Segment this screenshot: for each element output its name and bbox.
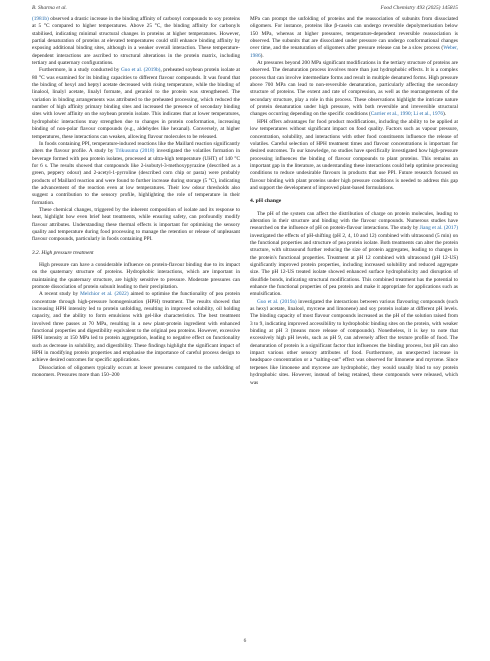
paragraph: MPa can prompt the unfolding of proteins and the reassociation of subunits from dissociated oligomers. For instance, proteins like β-casein can undergo reversible depolymerisation below 150 MPa, whereas at higher pressures, temperature-dependent reversible reassociation is observed. The subunits that are dissociated under pressure can undergo conformational changes over time, and the renaturation of oligomers after pressure release can be a slow process (Weber, 1986). xyxy=(250,16,458,59)
citation-link[interactable]: Weber, 1986 xyxy=(250,45,458,59)
paragraph: Furthermore, in a study conducted by Guo et al. (2019b), preheated soybean protein isolate at 80 °C was examined for its binding capacities to different flavour compounds. It was found that the binding of hexyl and heptyl acetate decreased with rising temperature, while the binding of linalool, linalyl acetate, linalyl formate, and geraniol to the protein was strengthened. The variation in binding arrangements was attributed to the preheated processing, which reduced the number of high affinity primary binding sites and increased the presence of secondary binding sites with lower affinity on the soybean protein isolate. This indicates that at lower temperatures, hydrophobic interactions may strengthen due to changes in protein conformation, increasing binding of non-polar flavour compounds (e.g., aldehydes like hexanal). Conversely, at higher temperatures, these interactions can weaken, allowing flavour molecules to be released. xyxy=(32,67,240,140)
paragraph: Guo et al. (2019a) investigated the interactions between various flavouring compounds (such as hexyl acetate, linalool, myrcene and limonene) and soy protein isolate at different pH levels. The binding capacity of most flavour compounds increased as the pH of the solution raised from 3 to 9, indicating improved accessibility to hydrophobic binding sites on the protein, with weaker binding at pH 3 (means more release of compounds). Nonetheless, it is key to note that excessively high pH levels, such as pH 9, can adversely affect the texture profile of food. The denaturation of protein is a significant factor that influences the binding process, but pH can also impact various other sensory attributes of food. Furthermore, an unexpected increase in headspace concentration or a “salting-out” effect was observed for limonene and myrcene. Since terpenes like limonene and myrcene are hydrophobic, they would usually bind to soy protein hydrophobic sites. However, instead of being retained, these compounds were released, which was xyxy=(250,298,458,386)
paragraph: High pressure can have a considerable influence on protein-flavour binding due to its impact on the quaternary structure of proteins. Hydrophobic interactions, which are important in maintaining the quaternary structure, are highly sensitive to pressure. Moderate pressures can promote dissociation of protein subunit leading to their precipitation. xyxy=(32,262,240,291)
citation-link[interactable]: Jiang et al. (2017) xyxy=(419,225,458,232)
paragraph: Dissociation of oligomers typically occurs at lower pressures compared to the unfolding of monomers. Pressures more than 150–200 xyxy=(32,364,240,379)
left-column xyxy=(32,16,240,624)
header-authors: B. Sharma et al. xyxy=(32,5,67,11)
paragraph: At pressures beyond 200 MPa significant modifications in the tertiary structure of proteins are observed. The denaturation process involves more than just hydrophobic effects. It is a complex process that can involve intermediate forms and result in multiple denatured forms. High pressure above 700 MPa can lead to non-reversible denaturation, particularly affecting the secondary structure of proteins. The extent and rate of compression, as well as the rearrangements of the secondary structure, play a role in this process. These observations highlight the intricate nature of protein denaturation under high pressure, with both reversible and irreversible structural changes occurring depending on the specific conditions (Carrier et al., 1990; Li et al., 1976). xyxy=(250,60,458,118)
subsection-heading: 3.2. High pressure treatment xyxy=(32,249,94,256)
citation-link[interactable]: Trikusuma (2018) xyxy=(115,148,155,155)
paragraph: In foods containing PPI, temperature-induced reactions like the Maillard reaction significantly alters the flavour profile. A study by Trikusuma (2018) investigated the volatiles formation in beverage formed with pea protein isolates, processed at ultra-high temperature (UHT) of 140 °C for 6 s. The results showed that compounds like 2-isobutyl-3-methoxypyrazine (described as a green, peppery odour) and 2-acetyl-1-pyrroline (described corn chip or pasta) were probably products of Maillard reaction and were found to further increase during storage (5 °C), indicating the advancement of the reaction even at low temperatures. Their low odour thresholds also suggest a contribution to the sensory profile, highlighting the role of temperature in their formation. xyxy=(32,140,240,206)
citation-link[interactable]: Carrier et al., 1990; Li et al., 1976 xyxy=(370,111,443,118)
section-heading: 4. pH change xyxy=(250,198,282,205)
citation-link[interactable]: Guo et al. (2019b) xyxy=(120,67,161,74)
page-number: 6 xyxy=(243,638,247,644)
paragraph: These chemical changes, triggered by the inherent composition of isolate and its response to heat, highlight how even brief heat treatments, while ensuring safety, can profoundly modify flavour attributes. Understanding these thermal effects is important for optimising the sensory quality and temperature during food processing to manage the retention or release of unpleasant flavour compounds, particularly in foods containing PPI. xyxy=(32,206,240,243)
citation-link[interactable]: (1981b) xyxy=(32,16,49,22)
article-body xyxy=(32,16,458,624)
citation-link[interactable]: Guo et al. (2019a) xyxy=(257,298,297,305)
running-header xyxy=(32,5,458,15)
paragraph: HPH offers advantages for food product modifications, including the ability to be applied at low temperatures without significant impact on food quality. Factors such as vapour pressure, concentration, solubility, and interactions with other food constituents influence the release of volatiles. Careful selection of HPH treatment times and flavour concentrations is important for desired outcomes. To our knowledge, no studies have specifically investigated how high-pressure processing influences the binding of flavour compounds to plant proteins. This remains an important gap in the literature, as understanding these interactions could help optimise processing conditions to reduce undesirable flavours in products that use PPI. Future research focused on flavour binding with plant proteins under high pressure conditions is needed to address this gap and support the development of improved plant-based formulations. xyxy=(250,118,458,191)
citation-link[interactable]: Melchior et al. (2022) xyxy=(80,291,129,298)
right-column xyxy=(250,16,458,624)
paragraph: The pH of the system can affect the distribution of charge on protein molecules, leading to alteration in their structure and binding with the flavour compounds. Numerous studies have researched on the influence of pH on protein-flavour interactions. The study by Jiang et al. (2017) investigated the effects of pH-shifting (pH 2, 4, 10 and 12) combined with ultrasound (5 min) on the functional properties and structure of pea protein isolate. Both treatments can alter the protein structure, with ultrasound further reducing the size of protein aggregates, leading to changes in the protein's functional properties. Treatment at pH 12 combined with ultrasound (pH 12-US) significantly improved protein properties, including increased solubility and reduced aggregate size. The pH 12-US treated isolate showed enhanced surface hydrophobicity and disruption of disulfide bonds, indicating structural modifications. This combined treatment has the potential to enhance the functional properties of pea protein and make it appropriate for applications such as emulsification. xyxy=(250,210,458,298)
paragraph: A recent study by Melchior et al. (2022) aimed to optimise the functionality of pea protein concentrate through high-pressure homogenisation (HPH) treatment. The results showed that increasing HPH intensity led to protein unfolding, resulting in improved solubility, oil holding capacity, and the ability to form emulsions with gel-like characteristics. The best treatment involved three passes at 70 MPa, resulting in a new plant-protein ingredient with enhanced functional properties and digestibility equivalent to the original pea proteins. However, excessive HPH intensity at 150 MPa led to protein aggregation, leading to negative effect on functionality such as decrease in solubility, and digestibility. These findings highlight the significant impact of HPH in modifying protein properties and emphasise the importance of careful process design to achieve desired outcomes for specific applications. xyxy=(32,291,240,364)
header-journal: Food Chemistry 493 (2025) 145815 xyxy=(380,5,458,11)
paragraph: (1981b) observed a drastic increase in the binding affinity of carbonyl compounds to soy proteins at 5 °C compared to higher temperatures. Above 25 °C, the binding affinity for carbonyls stabilised, indicating minimal structural changes in proteins at higher temperatures. However, partial denaturation of proteins at elevated temperatures could still enhance binding affinity by exposing additional binding sites, although in a weaker overall interaction. These temperature-dependent interactions are ascribed to structural alterations in the protein matrix, including tertiary and quaternary configurations. xyxy=(32,16,240,67)
